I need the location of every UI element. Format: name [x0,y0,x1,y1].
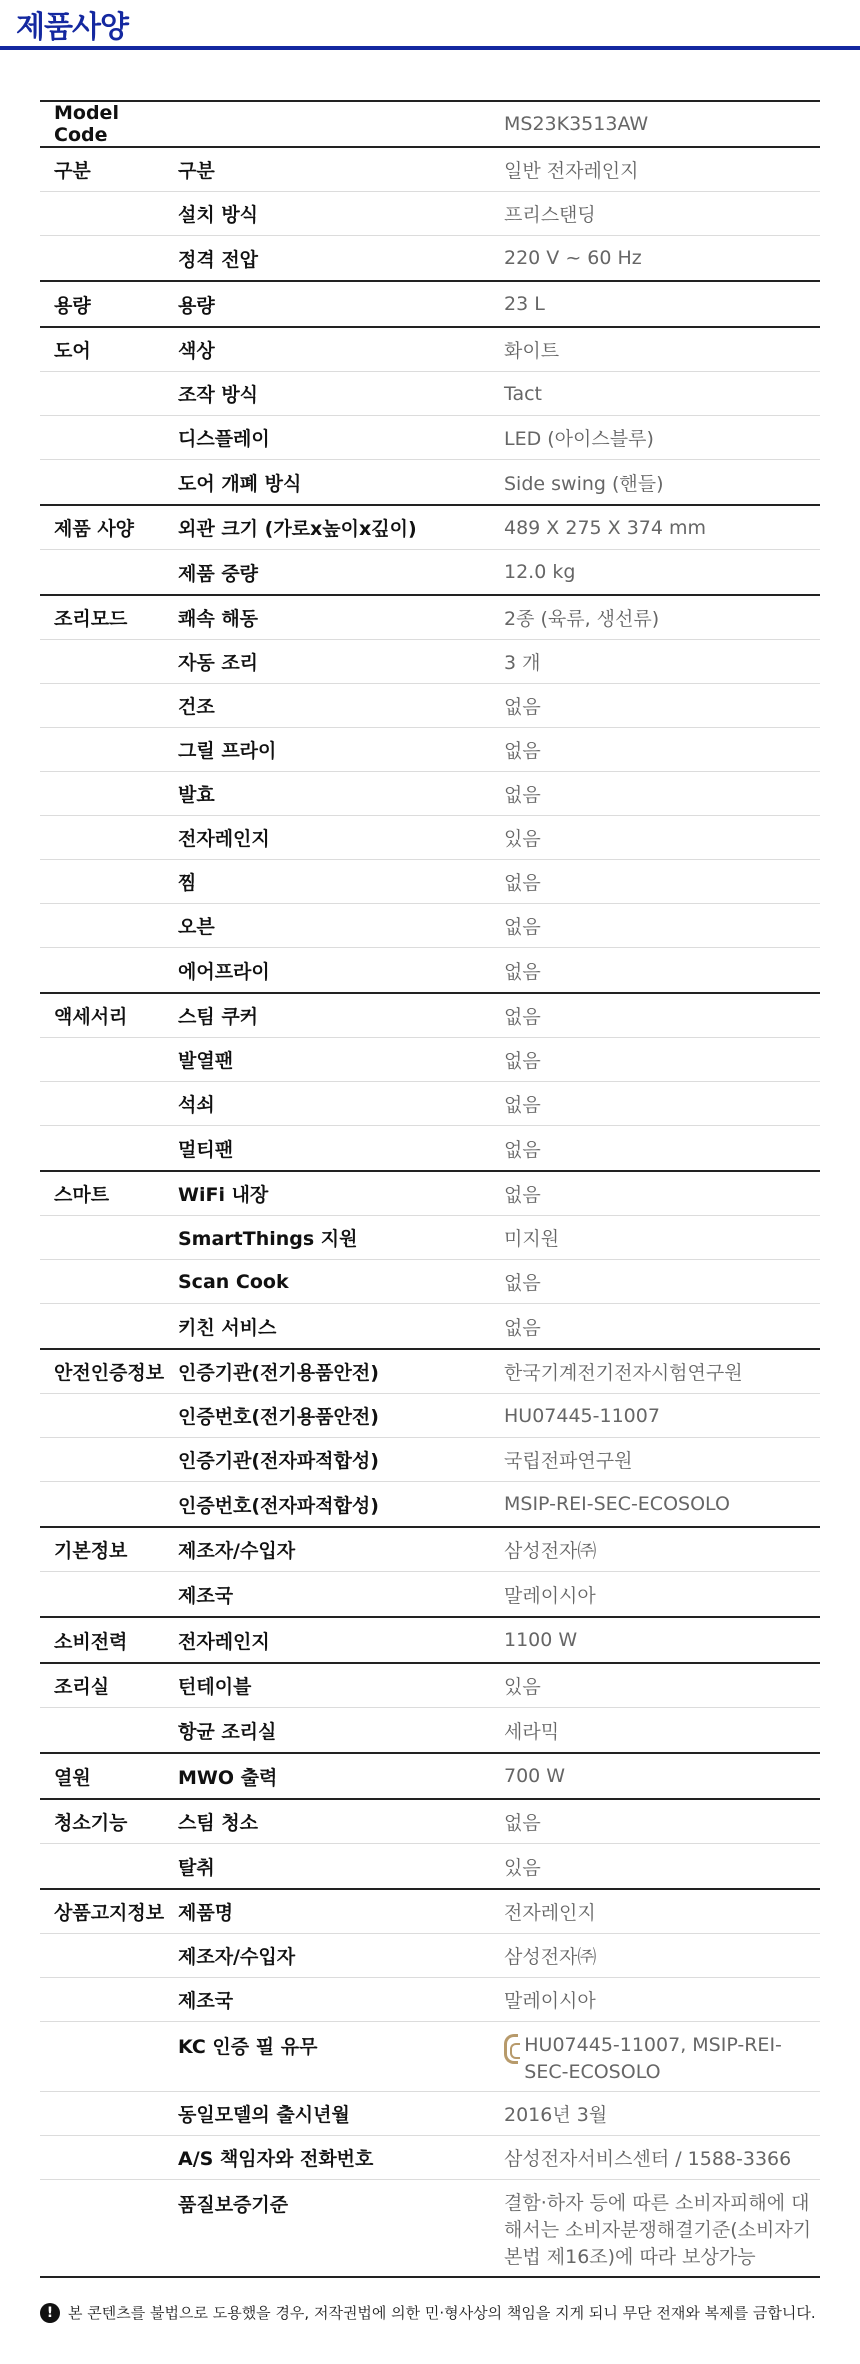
spec-category: 열원 [54,1766,91,1789]
spec-row [40,1528,820,1572]
spec-row [40,1572,820,1616]
kc-value-text: HU07445-11007, MSIP-REI-SEC-ECOSOLO [524,2034,782,2083]
spec-value: HU07445-11007 [504,1404,660,1427]
spec-value: 결함·하자 등에 따른 소비자피해에 대해서는 소비자분쟁해결기준(소비자기본법 제16조)에 따라 보상가능 [504,2192,812,2268]
spec-value: 2종 (육류, 생선류) [504,608,660,630]
spec-label: 인증기관(전기용품안전) [178,1362,379,1384]
spec-row [40,1082,820,1126]
spec-row [40,2092,820,2136]
spec-value: 없음 [504,1184,541,1206]
spec-value: 말레이시아 [504,1584,596,1607]
spec-category: 용량 [54,294,91,317]
spec-label: 디스플레이 [178,428,270,450]
spec-section [40,1890,820,2278]
spec-row [40,904,820,948]
spec-section [40,1172,820,1350]
spec-label: 설치 방식 [178,204,259,226]
spec-section [40,1664,820,1754]
spec-label: SmartThings 지원 [178,1228,358,1250]
spec-row [40,1978,820,2022]
spec-label: 건조 [178,696,215,718]
spec-label: 전자레인지 [178,828,270,850]
spec-label: 탈취 [178,1856,215,1879]
spec-value: 없음 [504,916,541,938]
spec-value: 세라믹 [504,1720,560,1743]
spec-value: 23 L [504,293,545,315]
spec-value: 220 V ~ 60 Hz [504,247,642,269]
spec-label: A/S 책임자와 전화번호 [178,2148,374,2170]
spec-row [40,772,820,816]
spec-label: 제조자/수입자 [178,1946,296,1968]
spec-row [40,148,820,192]
spec-section [40,506,820,596]
spec-value: 삼성전자㈜ [504,1946,597,1968]
spec-value: 없음 [504,740,541,762]
spec-value: 없음 [504,1094,541,1116]
spec-value: 삼성전자㈜ [504,1540,597,1562]
spec-row [40,550,820,594]
spec-value: 1100 W [504,1629,578,1651]
title-bar [0,0,860,54]
spec-label: WiFi 내장 [178,1184,269,1206]
spec-category: 구분 [54,160,91,182]
spec-section [40,328,820,506]
spec-row [40,2180,820,2276]
spec-label: 제품명 [178,1902,234,1924]
spec-value: Side swing (핸들) [504,472,664,495]
spec-label: 키친 서비스 [178,1316,277,1339]
spec-row [40,1438,820,1482]
spec-row [40,1350,820,1394]
spec-row [40,728,820,772]
spec-label: 찜 [178,872,197,894]
spec-value: 없음 [504,1812,541,1834]
spec-label: 용량 [178,294,215,317]
spec-section [40,1350,820,1528]
spec-label: Scan Cook [178,1270,289,1293]
spec-row [40,1394,820,1438]
kc-mark-icon [504,2034,518,2064]
spec-label: 조작 방식 [178,384,259,406]
spec-label: 외관 크기 (가로x높이x깊이) [178,518,417,540]
spec-row [40,816,820,860]
spec-value: 일반 전자레인지 [504,160,639,182]
spec-section [40,148,820,282]
spec-row [40,1038,820,1082]
spec-label: 제품 중량 [178,562,259,585]
spec-value: 국립전파연구원 [504,1450,633,1472]
spec-label: 오븐 [178,916,215,938]
spec-value: 화이트 [504,340,560,362]
spec-label: 자동 조리 [178,652,259,674]
spec-value: 3 개 [504,652,541,674]
spec-value: 없음 [504,872,541,894]
spec-label: 인증기관(전자파적합성) [178,1450,379,1472]
spec-section [40,1800,820,1890]
spec-label: 동일모델의 출시년월 [178,2104,350,2126]
spec-label: 스팀 쿠커 [178,1006,259,1028]
spec-category: 기본정보 [54,1540,128,1562]
spec-section [40,994,820,1172]
spec-category: 소비전력 [54,1630,128,1653]
spec-row [40,192,820,236]
spec-row [40,1934,820,1978]
spec-row [40,1618,820,1662]
spec-label: 제조국 [178,1584,234,1607]
page-title: 제품사양 [16,10,128,45]
spec-value: 2016년 3월 [504,2104,608,2126]
spec-value: 없음 [504,784,541,806]
spec-label: 인증번호(전기용품안전) [178,1406,379,1428]
spec-category: 도어 [54,340,91,362]
spec-label: KC 인증 필 유무 [178,2036,318,2058]
spec-row [40,236,820,280]
spec-row [40,1708,820,1752]
spec-label: 그릴 프라이 [178,740,277,762]
spec-value: MSIP-REI-SEC-ECOSOLO [504,1493,730,1515]
spec-category: 청소기능 [54,1812,128,1834]
spec-row [40,640,820,684]
spec-row [40,994,820,1038]
spec-value: 없음 [504,960,541,983]
spec-table [40,100,820,2278]
spec-category: Model Code [54,102,119,146]
spec-value: 없음 [504,696,541,718]
spec-section [40,1754,820,1800]
spec-value: 489 X 275 X 374 mm [504,516,707,539]
copyright-notice-text: 본 콘텐츠를 불법으로 도용했을 경우, 저작권법에 의한 민·형사상의 책임을 지게 되니 무단 전재와 복제를 금합니다. [68,2304,816,2322]
spec-value: 없음 [504,1316,541,1339]
spec-row [40,1754,820,1798]
spec-category: 스마트 [54,1184,110,1206]
spec-category: 제품 사양 [54,518,135,540]
spec-label: 도어 개폐 방식 [178,472,302,495]
spec-value: 없음 [504,1006,541,1028]
spec-row [40,328,820,372]
spec-value: 없음 [504,1272,541,1294]
spec-value: 있음 [504,828,541,850]
spec-row [40,1260,820,1304]
spec-value: 한국기계전기전자시험연구원 [504,1362,743,1384]
spec-value: 프리스탠딩 [504,204,596,226]
spec-value: Tact [504,382,542,405]
spec-value: 없음 [504,1050,541,1072]
spec-value: 있음 [504,1856,541,1879]
spec-section [40,282,820,328]
spec-value: 700 W [504,1765,566,1787]
spec-category: 액세서리 [54,1006,128,1028]
spec-row [40,1800,820,1844]
spec-label: 정격 전압 [178,248,259,271]
spec-value [504,2032,820,2086]
spec-row [40,1890,820,1934]
spec-label: 발효 [178,784,215,806]
spec-row [40,1126,820,1170]
spec-value: MS23K3513AW [504,113,649,135]
spec-row [40,860,820,904]
spec-category: 조리모드 [54,608,128,630]
spec-label: 전자레인지 [178,1630,270,1653]
spec-label: 턴테이블 [178,1676,252,1698]
spec-value: 없음 [504,1138,541,1161]
spec-row [40,1844,820,1888]
spec-label: 제조국 [178,1990,234,2012]
spec-value: 미지원 [504,1228,560,1250]
spec-row [40,596,820,640]
spec-row [40,102,820,146]
copyright-notice [40,2302,816,2323]
spec-label: 항균 조리실 [178,1720,277,1743]
spec-category: 조리실 [54,1676,110,1698]
spec-row [40,2136,820,2180]
spec-label: 인증번호(전자파적합성) [178,1494,379,1517]
spec-row [40,1304,820,1348]
spec-label: 석쇠 [178,1094,215,1116]
spec-label: 쾌속 해동 [178,608,259,630]
spec-section [40,1618,820,1664]
spec-value: 말레이시아 [504,1990,596,2012]
warning-icon: ! [40,2303,60,2323]
spec-label: 구분 [178,160,215,182]
spec-category: 안전인증정보 [54,1362,165,1384]
spec-row [40,948,820,992]
spec-label: 멀티팬 [178,1138,234,1161]
spec-label: 에어프라이 [178,960,270,983]
spec-value: 삼성전자서비스센터 / 1588-3366 [504,2148,792,2170]
spec-row [40,460,820,504]
spec-label: 발열팬 [178,1050,234,1072]
spec-value: 12.0 kg [504,561,576,583]
spec-row [40,506,820,550]
spec-label: 품질보증기준 [178,2194,289,2216]
spec-section [40,1528,820,1618]
spec-row [40,416,820,460]
spec-row [40,372,820,416]
spec-row [40,2022,820,2092]
spec-row [40,1216,820,1260]
spec-row [40,1664,820,1708]
spec-row [40,282,820,326]
title-underline [0,46,860,50]
spec-row [40,1482,820,1526]
spec-section [40,102,820,148]
spec-value: 전자레인지 [504,1902,596,1924]
spec-value: LED (아이스블루) [504,428,654,450]
spec-category: 상품고지정보 [54,1902,165,1924]
spec-label: 제조자/수입자 [178,1540,296,1562]
spec-label: MWO 출력 [178,1766,278,1789]
spec-label: 스팀 청소 [178,1812,259,1834]
spec-section [40,596,820,994]
spec-value: 있음 [504,1676,541,1698]
spec-label: 색상 [178,340,215,362]
spec-row [40,684,820,728]
spec-row [40,1172,820,1216]
